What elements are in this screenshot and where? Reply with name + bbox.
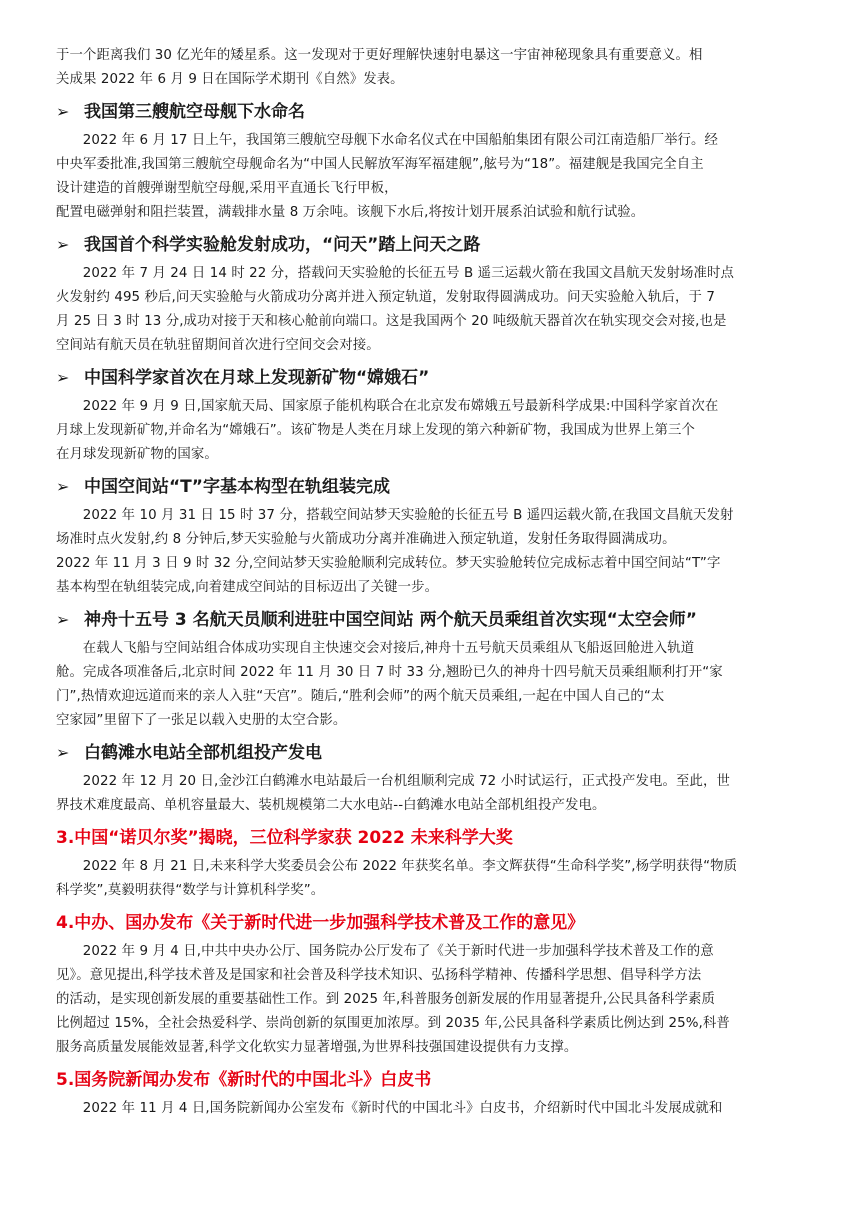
text-line: 中央军委批准,我国第三艘航空母舰命名为“中国人民解放军海军福建舰”,舷号为“18”。福建舰是我国完全自主: [56, 157, 704, 172]
intro-paragraph: [56, 44, 812, 92]
text-line: 在载人飞船与空间站组合体成功实现自主快速交会对接后,神舟十五号航天员乘组从飞船返回舱进入轨道: [82, 641, 695, 656]
text-line: 2022 年 12 月 20 日,金沙江白鹤滩水电站最后一台机组顺利完成 72 小时试运行，正式投产发电。至此，世: [82, 774, 730, 789]
text-line: 的活动，是实现创新发展的重要基础性工作。到 2025 年,科普服务创新发展的作用显著提升,公民具备科学素质: [56, 992, 715, 1007]
text-line: 在月球发现新矿物的国家。: [56, 447, 218, 462]
numbered-body: [56, 855, 812, 903]
text-line: 2022 年 8 月 21 日,未来科学大奖委员会公布 2022 年获奖名单。李文辉获得“生命科学奖”,杨学明获得“物质: [82, 859, 738, 874]
section-heading: [56, 233, 812, 257]
document-page: [56, 44, 812, 1121]
section-body: [56, 504, 812, 600]
section-body: [56, 637, 812, 733]
text-line: 空间站有航天员在轨驻留期间首次进行空间交会对接。: [56, 338, 380, 353]
text-line: 2022 年 6 月 17 日上午，我国第三艘航空母舰下水命名仪式在中国船舶集团有限公司江南造船厂举行。经: [82, 133, 719, 148]
section-title: 我国首个科学实验舱发射成功，“问天”踏上问天之路: [84, 235, 481, 255]
text-line: 月 25 日 3 时 13 分,成功对接于天和核心舱前向端口。这是我国两个 20 吨级航天器首次在轨实现交会对接,也是: [56, 314, 727, 329]
section-heading: [56, 741, 812, 765]
section-heading: [56, 366, 812, 390]
text-line: 2022 年 9 月 9 日,国家航天局、国家原子能机构联合在北京发布嫦娥五号最新科学成果:中国科学家首次在: [82, 399, 719, 414]
section-body: [56, 395, 812, 467]
text-line: 见》。意见提出,科学技术普及是国家和社会普及科学技术知识、弘扬科学精神、传播科学思想、倡导科学方法: [56, 968, 702, 983]
numbered-heading: 4.中办、国办发布《关于新时代进一步加强科学技术普及工作的意见》: [56, 913, 585, 933]
section-heading: [56, 608, 812, 632]
text-line: 场准时点火发射,约 8 分钟后,梦天实验舱与火箭成功分离并准确进入预定轨道，发射任务取得圆满成功。: [56, 532, 676, 547]
text-line: 关成果 2022 年 6 月 9 日在国际学术期刊《自然》发表。: [56, 72, 404, 87]
numbered-heading: 3.中国“诺贝尔奖”揭晓，三位科学家获 2022 未来科学大奖: [56, 828, 513, 848]
text-line: 比例超过 15%，全社会热爱科学、崇尚创新的氛围更加浓厚。到 2035 年,公民具备科学素质比例达到 25%,科普: [56, 1016, 730, 1031]
section-title: 中国科学家首次在月球上发现新矿物“嫦娥石”: [84, 368, 430, 388]
arrow-bullet-icon: ➢: [56, 477, 70, 496]
numbered-body: [56, 940, 812, 1060]
numbered-heading: 5.国务院新闻办发布《新时代的中国北斗》白皮书: [56, 1070, 432, 1090]
arrow-bullet-icon: ➢: [56, 610, 70, 629]
arrow-bullet-icon: ➢: [56, 102, 70, 121]
section-body: [56, 770, 812, 818]
text-line: 门”,热情欢迎远道而来的亲人入驻“天宫”。随后,“胜利会师”的两个航天员乘组,一起在中国人自己的“太: [56, 689, 665, 704]
text-line: 基本构型在轨组装完成,向着建成空间站的目标迈出了关键一步。: [56, 580, 439, 595]
section-body: [56, 129, 812, 225]
text-line: 火发射约 495 秒后,问天实验舱与火箭成功分离并进入预定轨道，发射取得圆满成功。问天实验舱入轨后，于 7: [56, 290, 715, 305]
text-line: 2022 年 9 月 4 日,中共中央办公厅、国务院办公厅发布了《关于新时代进一步加强科学技术普及工作的意: [82, 944, 714, 959]
text-line: 舱。完成各项准备后,北京时间 2022 年 11 月 30 日 7 时 33 分,翘盼已久的神舟十四号航天员乘组顺利打开“家: [56, 665, 723, 680]
text-line: 设计建造的首艘弹谢型航空母舰,采用平直通长飞行甲板，: [56, 181, 398, 196]
section-heading: [56, 100, 812, 124]
arrow-bullet-icon: ➢: [56, 368, 70, 387]
section-title: 中国空间站“T”字基本构型在轨组装完成: [84, 477, 390, 497]
text-line: 于一个距离我们 30 亿光年的矮星系。这一发现对于更好理解快速射电暴这一宇宙神秘现象具有重要意义。相: [56, 48, 703, 63]
text-line: 2022 年 11 月 4 日,国务院新闻办公室发布《新时代的中国北斗》白皮书，介绍新时代中国北斗发展成就和: [82, 1101, 723, 1116]
arrow-bullet-icon: ➢: [56, 235, 70, 254]
text-line: 科学奖”,莫毅明获得“数学与计算机科学奖”。: [56, 883, 325, 898]
numbered-body: [56, 1097, 812, 1121]
text-line: 2022 年 10 月 31 日 15 时 37 分，搭载空间站梦天实验舱的长征五号 B 遥四运载火箭,在我国文昌航天发射: [82, 508, 734, 523]
text-line: 2022 年 7 月 24 日 14 时 22 分，搭载问天实验舱的长征五号 B 遥三运载火箭在我国文昌航天发射场准时点: [82, 266, 734, 281]
text-line: 配置电磁弹射和阻拦装置，满载排水量 8 万余吨。该舰下水后,将按计划开展系泊试验和航行试验。: [56, 205, 645, 220]
text-line: 2022 年 11 月 3 日 9 时 32 分,空间站梦天实验舱顺利完成转位。梦天实验舱转位完成标志着中国空间站“T”字: [56, 556, 721, 571]
section-title: 白鹤滩水电站全部机组投产发电: [84, 743, 322, 763]
section-title: 我国第三艘航空母舰下水命名: [84, 102, 305, 122]
text-line: 月球上发现新矿物,并命名为“嫦娥石”。该矿物是人类在月球上发现的第六种新矿物，我国成为世界上第三个: [56, 423, 695, 438]
section-title: 神舟十五号 3 名航天员顺利进驻中国空间站 两个航天员乘组首次实现“太空会师”: [84, 610, 697, 630]
section-heading: [56, 475, 812, 499]
text-line: 界技术难度最高、单机容量最大、装机规模第二大水电站--白鹤滩水电站全部机组投产发电。: [56, 798, 606, 813]
section-body: [56, 262, 812, 358]
arrow-bullet-icon: ➢: [56, 743, 70, 762]
text-line: 服务高质量发展能效显著,科学文化软实力显著增强,为世界科技强国建设提供有力支撑。: [56, 1040, 578, 1055]
text-line: 空家园”里留下了一张足以载入史册的太空合影。: [56, 713, 347, 728]
